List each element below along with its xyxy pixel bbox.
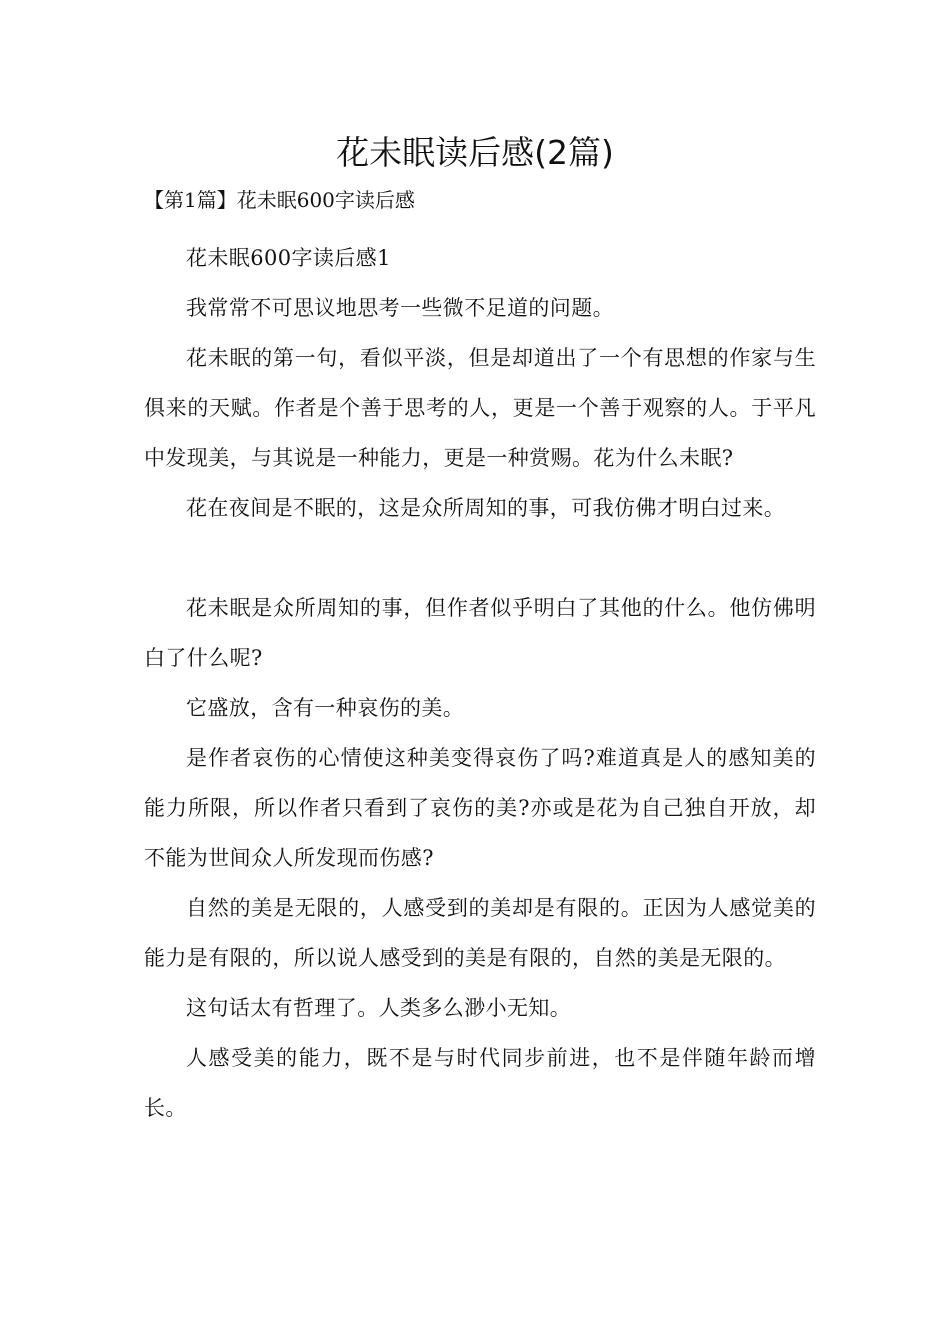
- paragraph: 这句话太有哲理了。人类多么渺小无知。: [186, 996, 572, 1020]
- paragraph: 我常常不可思议地思考一些微不足道的问题。: [186, 296, 614, 320]
- paragraph: 是作者哀伤的心情使这种美变得哀伤了吗?难道真是人的感知美的能力所限，所以作者只看到了哀伤的美?亦或是花为自己独自开放，却不能为世间众人所发现而伤感?: [144, 746, 816, 870]
- paragraph: 自然的美是无限的，人感受到的美却是有限的。正因为人感觉美的能力是有限的，所以说人感受到的美是有限的，自然的美是无限的。: [144, 896, 816, 970]
- paragraph: 人感受美的能力，既不是与时代同步前进，也不是伴随年龄而增长。: [144, 1046, 816, 1120]
- document-title: 花未眠读后感(2篇): [336, 133, 614, 172]
- paragraph: 花未眠600字读后感1: [186, 246, 391, 270]
- paragraph: 它盛放，含有一种哀伤的美。: [186, 696, 465, 720]
- paragraph: 花在夜间是不眠的，这是众所周知的事，可我仿佛才明白过来。: [186, 496, 786, 520]
- paragraph: 花未眠的第一句，看似平淡，但是却道出了一个有思想的作家与生俱来的天赋。作者是个善于思考的人，更是一个善于观察的人。于平凡中发现美，与其说是一种能力，更是一种赏赐。花为什么未眠?: [144, 346, 816, 470]
- paragraph: 花未眠是众所周知的事，但作者似乎明白了其他的什么。他仿佛明白了什么呢?: [144, 596, 816, 670]
- document-body: [144, 233, 816, 1133]
- section-heading: 【第1篇】花未眠600字读后感: [144, 188, 415, 212]
